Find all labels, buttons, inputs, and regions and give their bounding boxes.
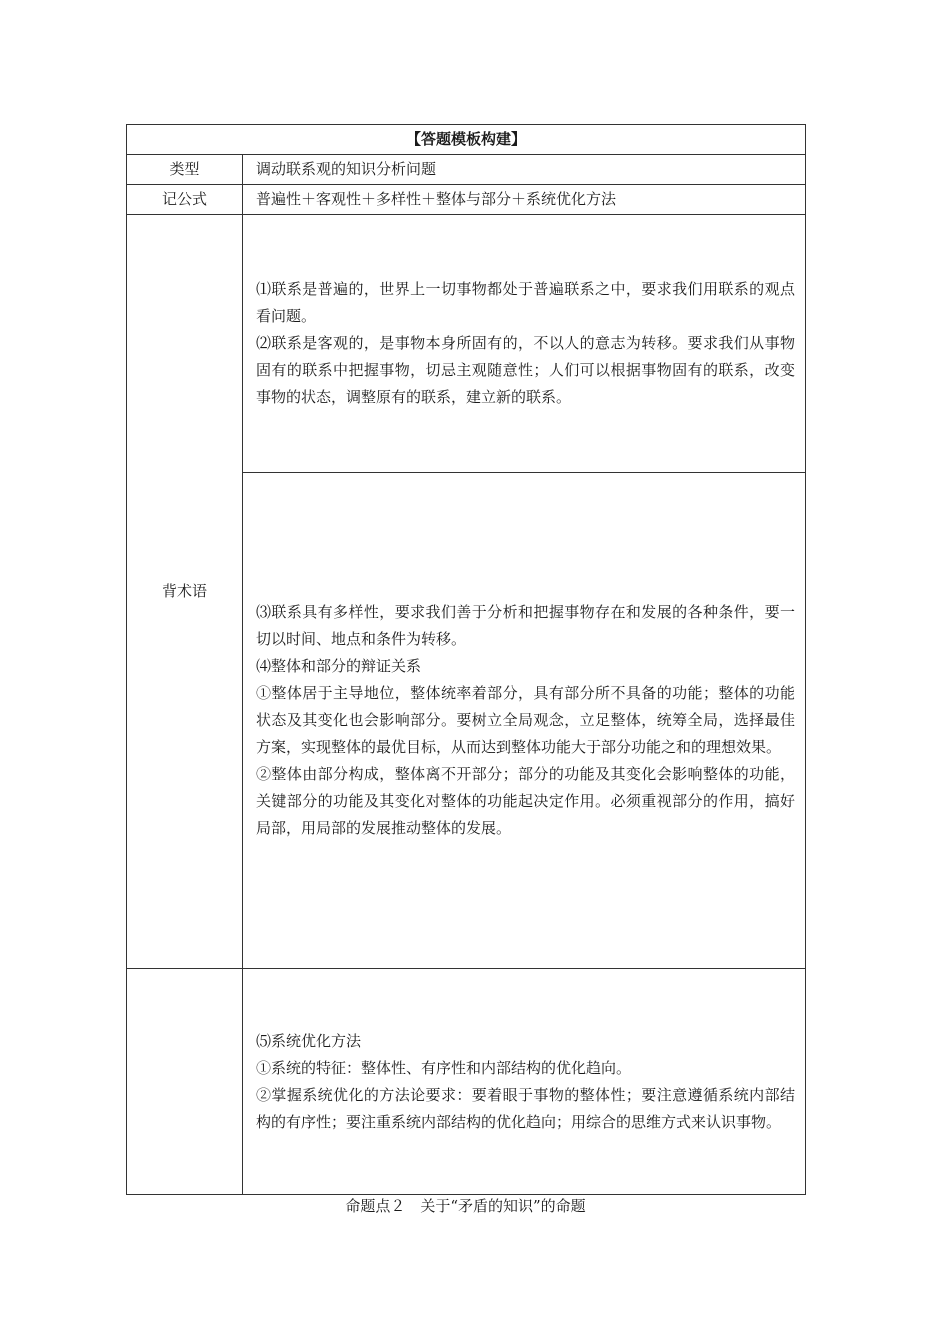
formula-row <box>127 185 806 215</box>
paragraph: ⑸系统优化方法 <box>256 1031 362 1050</box>
table-title-row <box>127 125 806 155</box>
paragraph: ⑶联系具有多样性，要求我们善于分析和把握事物存在和发展的各种条件，要一切以时间、地点和条件为转移。 <box>256 603 796 648</box>
paragraph: ⑵联系是客观的，是事物本身所固有的，不以人的意志为转移。要求我们从事物固有的联系中把握事物，切忌主观随意性；人们可以根据事物固有的联系，改变事物的状态，调整原有的联系，建立新的联系。 <box>256 334 796 406</box>
recite-block-3 <box>243 969 806 1195</box>
paragraph: ①系统的特征：整体性、有序性和内部结构的优化趋向。 <box>256 1058 632 1077</box>
formula-value: 普遍性＋客观性＋多样性＋整体与部分＋系统优化方法 <box>243 185 806 215</box>
recite-block-2 <box>243 473 806 969</box>
table-title: 【答题模板构建】 <box>127 125 806 155</box>
paragraph: ⑴联系是普遍的，世界上一切事物都处于普遍联系之中，要求我们用联系的观点看问题。 <box>256 280 796 325</box>
paragraph: ⑷整体和部分的辩证关系 <box>256 657 422 675</box>
type-label: 类型 <box>127 155 243 185</box>
formula-label: 记公式 <box>127 185 243 215</box>
paragraph: ②掌握系统优化的方法论要求：要着眼于事物的整体性；要注意遵循系统内部结构的有序性；要注重系统内部结构的优化趋向；用综合的思维方式来认识事物。 <box>256 1085 796 1131</box>
type-value: 调动联系观的知识分析问题 <box>243 155 806 185</box>
paragraph: ①整体居于主导地位，整体统率着部分，具有部分所不具备的功能；整体的功能状态及其变化也会影响部分。要树立全局观念，立足整体，统筹全局，选择最佳方案，实现整体的最优目标，从而达到整体功能大于部分功能之和的理想效果。 <box>256 684 796 756</box>
paragraph: ②整体由部分构成，整体离不开部分；部分的功能及其变化会影响整体的功能，关键部分的功能及其变化对整体的功能起决定作用。必须重视部分的作用，搞好局部，用局部的发展推动整体的发展。 <box>256 765 796 837</box>
empty-label-cell <box>127 969 243 1195</box>
recite-block-1 <box>243 215 806 473</box>
type-row <box>127 155 806 185</box>
answer-template-table <box>126 124 806 1195</box>
recite-row-1 <box>127 215 806 473</box>
section-caption: 命题点２ 关于“矛盾的知识”的命题 <box>345 1197 586 1215</box>
recite-row-3 <box>127 969 806 1195</box>
recite-label: 背术语 <box>127 215 243 969</box>
